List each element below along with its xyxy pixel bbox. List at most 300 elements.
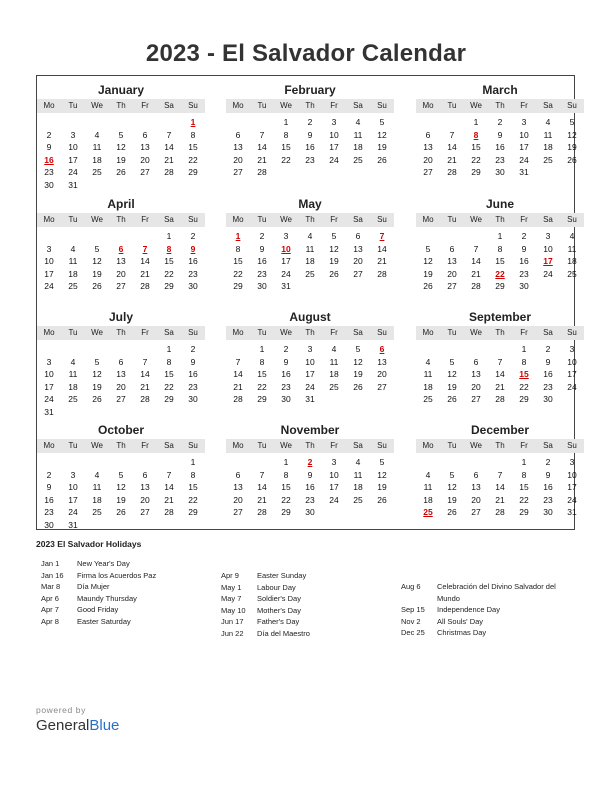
week-row bbox=[37, 381, 205, 394]
day-cell: 1 bbox=[473, 117, 479, 127]
day-cell: 3 bbox=[569, 344, 575, 354]
day-cell: 5 bbox=[379, 117, 385, 127]
weekday-label: Fr bbox=[520, 328, 528, 337]
weekday-label: Mo bbox=[232, 441, 244, 450]
day-cell: 24 bbox=[44, 281, 54, 291]
weekday-label: Sa bbox=[543, 215, 553, 224]
holiday-date: Dec 25 bbox=[401, 628, 425, 638]
empty-day-cell bbox=[298, 166, 322, 179]
day-cell: 3 bbox=[521, 117, 527, 127]
holiday-date bbox=[401, 593, 437, 605]
day-cell: 23 bbox=[281, 381, 291, 392]
day-cell: 3 bbox=[331, 117, 337, 127]
empty-day-cell bbox=[133, 230, 157, 243]
day-cell: 11 bbox=[423, 369, 433, 379]
empty-day-cell bbox=[181, 406, 205, 419]
day-cell: 27 bbox=[377, 381, 387, 392]
holiday-date: Apr 7 bbox=[41, 605, 59, 615]
month-name: July bbox=[108, 310, 133, 324]
day-cell: 1 bbox=[521, 344, 527, 354]
empty-day-cell bbox=[37, 343, 61, 356]
holiday-entry bbox=[221, 593, 382, 605]
day-cell: 5 bbox=[331, 231, 337, 241]
day-cell: 19 bbox=[329, 256, 339, 266]
day-cell: 4 bbox=[331, 344, 337, 354]
day-cell: 15 bbox=[233, 256, 243, 266]
week-row bbox=[37, 519, 205, 532]
weekday-label: Fr bbox=[330, 441, 338, 450]
day-cell: 27 bbox=[471, 507, 481, 517]
day-cell: 9 bbox=[545, 356, 551, 367]
holiday-date: May 7 bbox=[221, 594, 242, 604]
holiday-entry bbox=[41, 593, 202, 605]
day-cell: 9 bbox=[497, 129, 503, 140]
day-cell: 9 bbox=[46, 482, 52, 492]
day-cell: 20 bbox=[471, 381, 481, 392]
weekday-label: Sa bbox=[353, 328, 363, 337]
day-cell: 18 bbox=[329, 369, 339, 379]
day-cell: 8 bbox=[283, 469, 289, 480]
weekday-header bbox=[416, 99, 584, 113]
day-cell: 10 bbox=[519, 129, 529, 140]
weekday-header bbox=[226, 99, 394, 113]
holiday-day-cell: 8 bbox=[166, 243, 172, 254]
month-days bbox=[37, 456, 205, 531]
day-cell: 26 bbox=[567, 154, 577, 165]
day-cell: 26 bbox=[423, 281, 433, 291]
empty-day-cell bbox=[109, 179, 133, 192]
day-cell: 3 bbox=[70, 469, 76, 480]
day-cell: 23 bbox=[44, 507, 54, 517]
month-may bbox=[226, 196, 394, 293]
day-cell: 25 bbox=[92, 507, 102, 517]
day-cell: 29 bbox=[164, 281, 174, 291]
empty-day-cell bbox=[157, 116, 181, 129]
week-row bbox=[416, 116, 584, 129]
month-name: December bbox=[470, 423, 530, 437]
weekday-label: Th bbox=[495, 215, 505, 224]
week-row bbox=[226, 506, 394, 519]
month-days bbox=[416, 116, 584, 179]
week-row bbox=[37, 129, 205, 142]
day-cell: 21 bbox=[140, 381, 150, 392]
weekday-label: Th bbox=[305, 441, 315, 450]
day-cell: 21 bbox=[257, 494, 267, 505]
day-cell: 20 bbox=[140, 154, 150, 165]
holiday-date: Mar 8 bbox=[41, 582, 61, 592]
empty-day-cell bbox=[157, 406, 181, 419]
day-cell: 29 bbox=[471, 167, 481, 177]
weekday-label: Sa bbox=[164, 328, 174, 337]
day-cell: 10 bbox=[543, 243, 553, 254]
day-cell: 18 bbox=[423, 494, 433, 505]
weekday-label: We bbox=[91, 441, 103, 450]
holiday-column bbox=[401, 581, 562, 639]
day-cell: 13 bbox=[447, 256, 457, 266]
day-cell: 21 bbox=[471, 268, 481, 279]
week-row bbox=[226, 494, 394, 507]
day-cell: 2 bbox=[46, 129, 52, 140]
holiday-name: Independence Day bbox=[437, 605, 500, 615]
day-cell: 16 bbox=[543, 369, 553, 379]
weekday-label: Fr bbox=[520, 215, 528, 224]
day-cell: 17 bbox=[305, 369, 315, 379]
day-cell: 26 bbox=[377, 494, 387, 505]
day-cell: 8 bbox=[166, 356, 172, 367]
day-cell: 1 bbox=[521, 457, 527, 467]
weekday-label: Fr bbox=[520, 101, 528, 110]
empty-day-cell bbox=[157, 179, 181, 192]
day-cell: 14 bbox=[257, 482, 267, 492]
day-cell: 19 bbox=[116, 154, 126, 165]
day-cell: 20 bbox=[447, 268, 457, 279]
empty-day-cell bbox=[226, 456, 250, 469]
month-days bbox=[226, 116, 394, 179]
day-cell: 21 bbox=[377, 256, 387, 266]
weekday-label: Th bbox=[495, 328, 505, 337]
day-cell: 1 bbox=[259, 344, 265, 354]
day-cell: 27 bbox=[353, 268, 363, 279]
month-days bbox=[37, 116, 205, 191]
day-cell: 30 bbox=[44, 179, 54, 190]
empty-day-cell bbox=[226, 343, 250, 356]
empty-day-cell bbox=[488, 456, 512, 469]
day-cell: 4 bbox=[307, 231, 313, 241]
day-cell: 1 bbox=[283, 457, 289, 467]
day-cell: 4 bbox=[94, 129, 100, 140]
page-title: 2023 - El Salvador Calendar bbox=[145, 40, 467, 67]
day-cell: 5 bbox=[449, 469, 455, 480]
empty-day-cell bbox=[250, 116, 274, 129]
day-cell: 11 bbox=[543, 129, 553, 140]
day-cell: 29 bbox=[519, 394, 529, 404]
day-cell: 5 bbox=[94, 243, 100, 254]
holiday-day-cell: 6 bbox=[118, 243, 124, 254]
day-cell: 24 bbox=[567, 494, 577, 505]
day-cell: 28 bbox=[140, 281, 150, 291]
day-cell: 2 bbox=[190, 231, 196, 241]
holiday-column bbox=[221, 570, 382, 640]
week-row bbox=[37, 343, 205, 356]
weekday-label: Mo bbox=[422, 441, 434, 450]
day-cell: 12 bbox=[92, 256, 102, 266]
empty-day-cell bbox=[560, 280, 584, 293]
day-cell: 29 bbox=[164, 394, 174, 404]
day-cell: 7 bbox=[259, 129, 265, 140]
weekday-label: Tu bbox=[447, 215, 457, 224]
month-name: October bbox=[97, 423, 144, 437]
holiday-entry bbox=[401, 593, 562, 605]
day-cell: 2 bbox=[190, 344, 196, 354]
month-january bbox=[37, 82, 205, 191]
day-cell: 23 bbox=[188, 268, 198, 279]
day-cell: 26 bbox=[116, 167, 126, 177]
week-row bbox=[37, 166, 205, 179]
day-cell: 16 bbox=[519, 256, 529, 266]
holiday-entry bbox=[401, 627, 562, 639]
weekday-header bbox=[37, 213, 205, 227]
day-cell: 27 bbox=[471, 394, 481, 404]
empty-day-cell bbox=[109, 406, 133, 419]
week-row bbox=[37, 406, 205, 419]
day-cell: 28 bbox=[140, 394, 150, 404]
weekday-label: Su bbox=[188, 215, 198, 224]
empty-day-cell bbox=[346, 280, 370, 293]
empty-day-cell bbox=[133, 116, 157, 129]
weekday-label: Th bbox=[495, 441, 505, 450]
week-row bbox=[37, 154, 205, 167]
holiday-day-cell: 9 bbox=[190, 243, 196, 254]
day-cell: 4 bbox=[425, 356, 431, 367]
day-cell: 26 bbox=[377, 154, 387, 165]
day-cell: 9 bbox=[259, 243, 265, 254]
weekday-label: Su bbox=[188, 101, 198, 110]
day-cell: 17 bbox=[68, 154, 78, 165]
holiday-name: Easter Sunday bbox=[257, 571, 307, 580]
day-cell: 25 bbox=[92, 167, 102, 177]
weekday-label: Th bbox=[305, 328, 315, 337]
day-cell: 6 bbox=[473, 469, 479, 480]
day-cell: 27 bbox=[423, 167, 433, 177]
day-cell: 31 bbox=[567, 507, 577, 517]
holiday-name: Día Mujer bbox=[77, 582, 110, 592]
day-cell: 19 bbox=[447, 381, 457, 392]
day-cell: 29 bbox=[281, 507, 291, 517]
day-cell: 22 bbox=[519, 494, 529, 505]
empty-day-cell bbox=[346, 506, 370, 519]
day-cell: 26 bbox=[329, 268, 339, 279]
empty-day-cell bbox=[560, 166, 584, 179]
empty-day-cell bbox=[85, 179, 109, 192]
weekday-label: We bbox=[91, 101, 103, 110]
weekday-header bbox=[37, 439, 205, 453]
day-cell: 27 bbox=[116, 394, 126, 404]
holiday-name: Easter Saturday bbox=[77, 616, 131, 626]
week-row bbox=[226, 381, 394, 394]
day-cell: 12 bbox=[116, 142, 126, 152]
empty-day-cell bbox=[416, 230, 440, 243]
day-cell: 26 bbox=[116, 507, 126, 517]
weekday-header bbox=[416, 326, 584, 340]
holiday-day-cell: 1 bbox=[190, 117, 196, 127]
month-days bbox=[416, 343, 584, 406]
month-days bbox=[416, 230, 584, 293]
weekday-label: Sa bbox=[164, 441, 174, 450]
day-cell: 21 bbox=[447, 154, 457, 165]
day-cell: 15 bbox=[188, 142, 198, 152]
generalblue-logo[interactable] bbox=[36, 717, 119, 734]
month-name: March bbox=[482, 83, 518, 97]
day-cell: 23 bbox=[519, 268, 529, 279]
day-cell: 29 bbox=[495, 281, 505, 291]
day-cell: 9 bbox=[545, 469, 551, 480]
empty-day-cell bbox=[226, 116, 250, 129]
empty-day-cell bbox=[440, 230, 464, 243]
day-cell: 2 bbox=[307, 117, 313, 127]
week-row bbox=[226, 368, 394, 381]
day-cell: 6 bbox=[449, 243, 455, 254]
day-cell: 23 bbox=[543, 494, 553, 505]
holiday-name: Labour Day bbox=[257, 582, 296, 592]
month-days bbox=[37, 230, 205, 293]
day-cell: 15 bbox=[281, 142, 291, 152]
day-cell: 21 bbox=[164, 494, 174, 505]
day-cell: 4 bbox=[425, 469, 431, 480]
day-cell: 5 bbox=[425, 243, 431, 254]
day-cell: 17 bbox=[68, 494, 78, 505]
month-name: April bbox=[107, 197, 135, 211]
weekday-label: Sa bbox=[543, 328, 553, 337]
empty-day-cell bbox=[322, 506, 346, 519]
day-cell: 19 bbox=[423, 268, 433, 279]
week-row bbox=[37, 368, 205, 381]
day-cell: 22 bbox=[257, 381, 267, 392]
holiday-entry bbox=[401, 616, 562, 628]
holiday-date: Apr 9 bbox=[221, 571, 239, 580]
empty-day-cell bbox=[85, 456, 109, 469]
day-cell: 30 bbox=[257, 281, 267, 291]
holiday-day-cell: 17 bbox=[543, 256, 553, 266]
brand-blue: Blue bbox=[89, 717, 120, 734]
week-row bbox=[37, 141, 205, 154]
day-cell: 16 bbox=[281, 369, 291, 379]
day-cell: 2 bbox=[283, 344, 289, 354]
empty-day-cell bbox=[370, 393, 394, 406]
day-cell: 12 bbox=[447, 369, 457, 379]
week-row bbox=[37, 116, 205, 129]
day-cell: 17 bbox=[281, 256, 291, 266]
week-row bbox=[416, 343, 584, 356]
weekday-label: Fr bbox=[520, 441, 528, 450]
day-cell: 19 bbox=[92, 381, 102, 392]
day-cell: 30 bbox=[543, 394, 553, 404]
day-cell: 7 bbox=[449, 129, 455, 140]
month-name: February bbox=[284, 83, 336, 97]
holiday-name: Mundo bbox=[437, 593, 460, 603]
day-cell: 6 bbox=[235, 469, 241, 480]
day-cell: 4 bbox=[70, 356, 76, 367]
holiday-entry bbox=[41, 616, 202, 628]
week-row bbox=[416, 230, 584, 243]
day-cell: 16 bbox=[188, 256, 198, 266]
month-august bbox=[226, 309, 394, 406]
holiday-entry bbox=[221, 628, 382, 640]
holiday-day-cell: 7 bbox=[379, 231, 385, 241]
day-cell: 8 bbox=[283, 129, 289, 140]
week-row bbox=[226, 243, 394, 256]
day-cell: 23 bbox=[543, 381, 553, 392]
day-cell: 5 bbox=[449, 356, 455, 367]
day-cell: 10 bbox=[68, 482, 78, 492]
day-cell: 31 bbox=[519, 167, 529, 177]
day-cell: 1 bbox=[166, 231, 172, 241]
day-cell: 6 bbox=[355, 231, 361, 241]
day-cell: 27 bbox=[140, 507, 150, 517]
day-cell: 20 bbox=[140, 494, 150, 505]
day-cell: 14 bbox=[164, 142, 174, 152]
empty-day-cell bbox=[37, 456, 61, 469]
day-cell: 7 bbox=[497, 356, 503, 367]
day-cell: 13 bbox=[423, 142, 433, 152]
weekday-label: Mo bbox=[43, 328, 55, 337]
day-cell: 19 bbox=[377, 482, 387, 492]
day-cell: 24 bbox=[68, 507, 78, 517]
holiday-date: Sep 15 bbox=[401, 605, 425, 615]
day-cell: 14 bbox=[495, 482, 505, 492]
weekday-label: Sa bbox=[353, 101, 363, 110]
week-row bbox=[416, 506, 584, 519]
weekday-label: Sa bbox=[353, 441, 363, 450]
weekday-label: Su bbox=[377, 215, 387, 224]
empty-day-cell bbox=[416, 343, 440, 356]
empty-day-cell bbox=[464, 343, 488, 356]
weekday-header bbox=[37, 326, 205, 340]
day-cell: 6 bbox=[118, 356, 124, 367]
weekday-label: Tu bbox=[68, 215, 78, 224]
week-row bbox=[37, 481, 205, 494]
holiday-name: Christmas Day bbox=[437, 628, 487, 638]
weekday-label: We bbox=[91, 215, 103, 224]
day-cell: 4 bbox=[355, 457, 361, 467]
day-cell: 9 bbox=[190, 356, 196, 367]
weekday-label: Mo bbox=[43, 441, 55, 450]
empty-day-cell bbox=[61, 406, 85, 419]
day-cell: 12 bbox=[567, 129, 577, 140]
holiday-name: Good Friday bbox=[77, 605, 119, 615]
empty-day-cell bbox=[85, 230, 109, 243]
weekday-label: Su bbox=[377, 441, 387, 450]
month-name: January bbox=[97, 83, 145, 97]
day-cell: 10 bbox=[567, 469, 577, 480]
day-cell: 22 bbox=[281, 154, 291, 165]
day-cell: 11 bbox=[305, 243, 315, 254]
weekday-label: Fr bbox=[141, 328, 149, 337]
holidays-title: 2023 El Salvador Holidays bbox=[36, 539, 142, 549]
month-march bbox=[416, 82, 584, 179]
holiday-entry bbox=[41, 570, 202, 582]
holiday-entry bbox=[221, 582, 382, 594]
day-cell: 16 bbox=[257, 256, 267, 266]
day-cell: 9 bbox=[307, 129, 313, 140]
month-days bbox=[226, 230, 394, 293]
day-cell: 29 bbox=[233, 281, 243, 291]
holiday-name: Firma los Acuerdos Paz bbox=[77, 570, 157, 580]
day-cell: 6 bbox=[425, 129, 431, 140]
day-cell: 23 bbox=[305, 154, 315, 165]
month-july bbox=[37, 309, 205, 418]
day-cell: 7 bbox=[142, 356, 148, 367]
day-cell: 20 bbox=[116, 381, 126, 392]
day-cell: 3 bbox=[569, 457, 575, 467]
day-cell: 11 bbox=[353, 469, 363, 480]
holiday-name: New Year's Day bbox=[77, 559, 130, 568]
day-cell: 28 bbox=[164, 507, 174, 517]
day-cell: 12 bbox=[353, 356, 363, 367]
weekday-label: Th bbox=[305, 101, 315, 110]
holiday-entry bbox=[221, 616, 382, 628]
day-cell: 9 bbox=[46, 142, 52, 152]
empty-day-cell bbox=[274, 166, 298, 179]
holiday-name: All Souls' Day bbox=[437, 616, 484, 626]
day-cell: 7 bbox=[166, 129, 172, 140]
day-cell: 14 bbox=[164, 482, 174, 492]
day-cell: 18 bbox=[92, 154, 102, 165]
day-cell: 21 bbox=[257, 154, 267, 165]
day-cell: 25 bbox=[567, 268, 577, 279]
day-cell: 16 bbox=[305, 142, 315, 152]
day-cell: 29 bbox=[188, 167, 198, 177]
empty-day-cell bbox=[440, 116, 464, 129]
